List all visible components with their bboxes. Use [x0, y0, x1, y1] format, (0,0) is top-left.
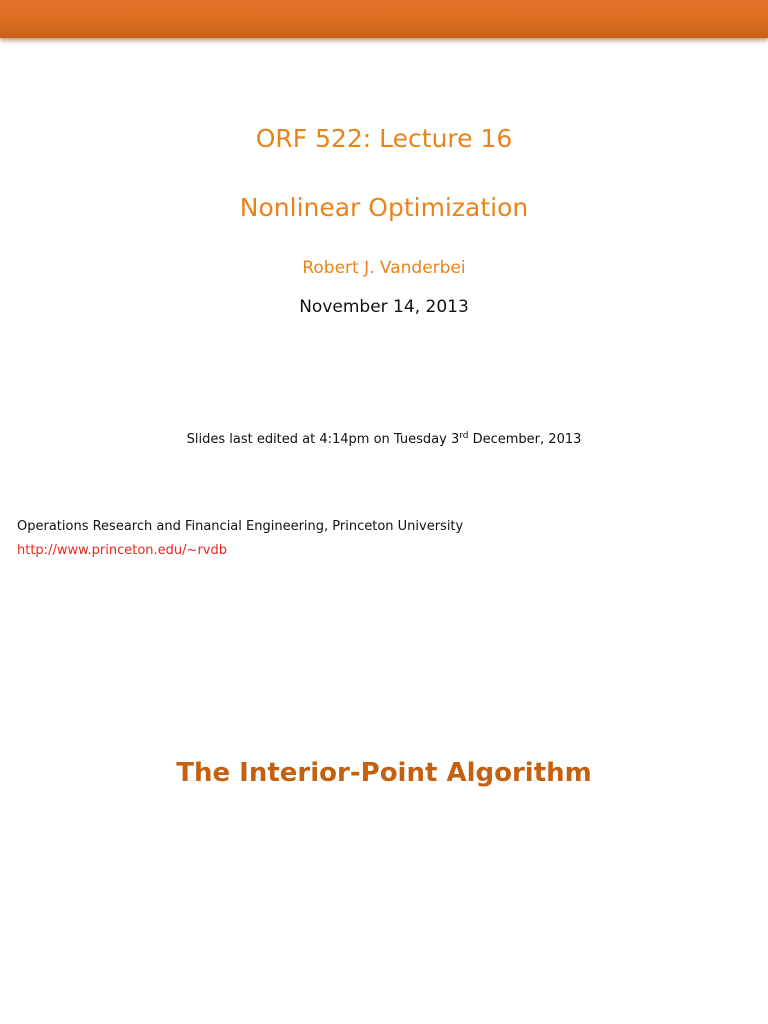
author-name: Robert J. Vanderbei [302, 258, 466, 278]
homepage-link[interactable]: http://www.princeton.edu/~rvdb [17, 543, 227, 558]
edit-note-ordinal: rd [459, 431, 469, 441]
slide-title: ORF 522: Lecture 16 [255, 124, 513, 153]
header-bar [0, 0, 768, 38]
edit-note-suffix: December, 2013 [468, 432, 582, 447]
edit-note [0, 432, 768, 447]
slide-subtitle: Nonlinear Optimization [239, 193, 529, 222]
section-title: The Interior-Point Algorithm [176, 758, 592, 788]
affiliation: Operations Research and Financial Engineering, Princeton University [17, 519, 464, 534]
edit-note-prefix: Slides last edited at 4:14pm on Tuesday 3 [186, 432, 460, 447]
lecture-date: November 14, 2013 [299, 297, 469, 317]
